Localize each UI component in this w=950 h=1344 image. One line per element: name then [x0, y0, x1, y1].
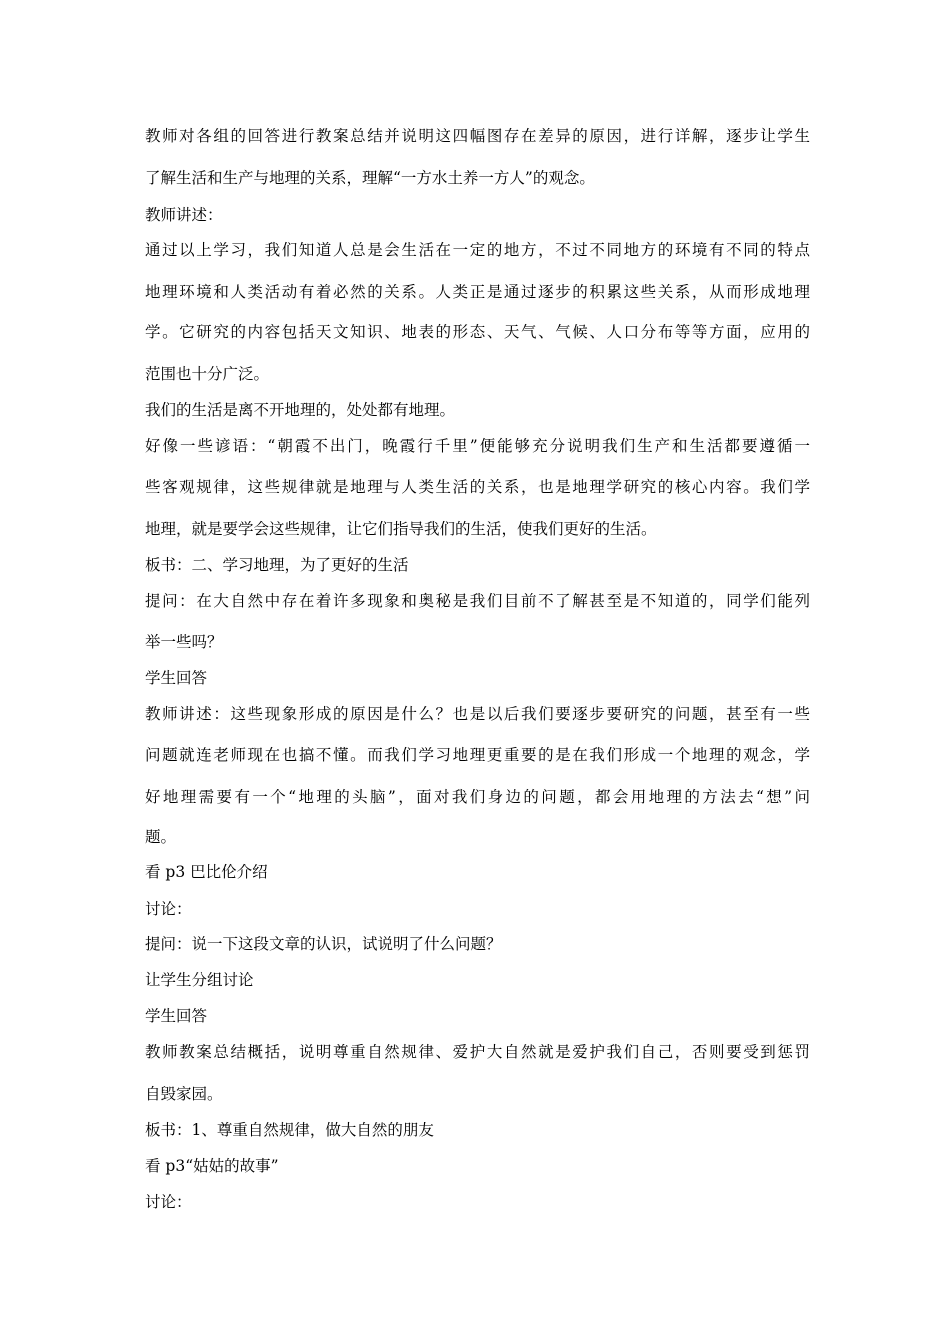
text-line-4: 通过以上学习，我们知道人总是会生活在一定的地方，不过不同地方的环境有不同的特点	[145, 241, 810, 259]
text-line-20: 看 p3 巴比伦介绍	[145, 863, 268, 881]
text-line-3: 教师讲述：	[145, 206, 223, 224]
text-line-10: 些客观规律，这些规律就是地理与人类生活的关系，也是地理学研究的核心内容。我们学	[145, 478, 810, 496]
text-line-16: 教师讲述：这些现象形成的原因是什么？也是以后我们要逐步要研究的问题，甚至有一些	[145, 705, 810, 723]
text-line-5: 地理环境和人类活动有着必然的关系。人类正是通过逐步的积累这些关系，从而形成地理	[145, 283, 810, 301]
text-line-17: 问题就连老师现在也搞不懂。而我们学习地理更重要的是在我们形成一个地理的观念，学	[145, 746, 810, 764]
text-line-1: 教师对各组的回答进行教案总结并说明这四幅图存在差异的原因，进行详解，逐步让学生	[145, 127, 810, 145]
text-line-19: 题。	[145, 828, 177, 846]
text-line-6: 学。它研究的内容包括天文知识、地表的形态、天气、气候、人口分布等等方面，应用的	[145, 323, 810, 341]
text-line-13: 提问：在大自然中存在着许多现象和奥秘是我们目前不了解甚至是不知道的，同学们能列	[145, 592, 810, 610]
text-line-21: 讨论：	[145, 900, 192, 918]
text-line-18: 好地理需要有一个“地理的头脑”，面对我们身边的问题，都会用地理的方法去“想”问	[145, 788, 810, 806]
text-line-11: 地理，就是要学会这些规律，让它们指导我们的生活，使我们更好的生活。	[145, 520, 657, 538]
text-line-2: 了解生活和生产与地理的关系，理解“一方水土养一方人”的观念。	[145, 169, 595, 187]
text-line-24: 学生回答	[145, 1007, 208, 1025]
text-line-7: 范围也十分广泛。	[145, 365, 270, 383]
text-line-25: 教师教案总结概括，说明尊重自然规律、爱护大自然就是爱护我们自己，否则要受到惩罚	[145, 1043, 810, 1061]
text-line-8: 我们的生活是离不开地理的，处处都有地理。	[145, 401, 456, 419]
text-line-14: 举一些吗？	[145, 633, 223, 651]
text-line-12: 板书：二、学习地理，为了更好的生活	[145, 556, 409, 574]
text-line-15: 学生回答	[145, 669, 208, 687]
text-line-23: 让学生分组讨论	[145, 971, 254, 989]
text-line-29: 讨论：	[145, 1193, 192, 1211]
text-line-9: 好像一些谚语：“朝霞不出门，晚霞行千里”便能够充分说明我们生产和生活都要遵循一	[145, 437, 810, 455]
text-line-26: 自毁家园。	[145, 1085, 223, 1103]
text-line-27: 板书：1、尊重自然规律，做大自然的朋友	[145, 1121, 434, 1139]
text-line-22: 提问：说一下这段文章的认识，试说明了什么问题？	[145, 935, 502, 953]
text-line-28: 看 p3“姑姑的故事”	[145, 1157, 279, 1175]
